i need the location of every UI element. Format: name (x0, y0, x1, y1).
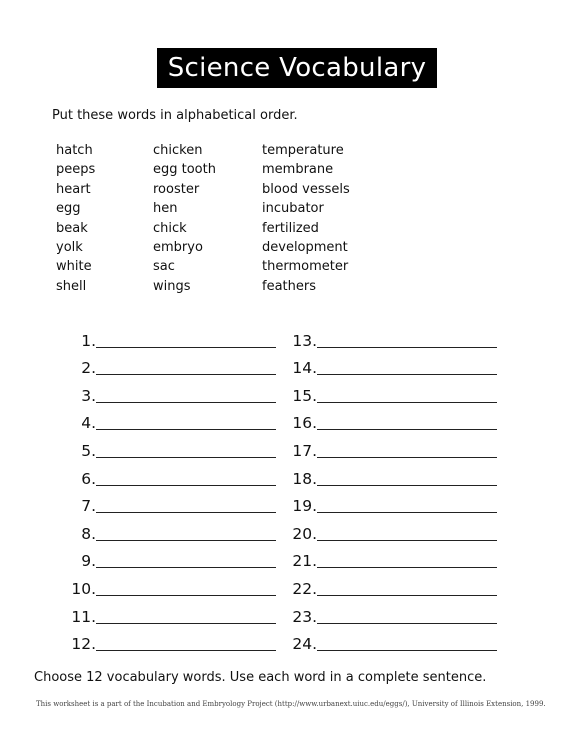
alphabetize-instruction: Put these words in alphabetical order. (52, 108, 298, 123)
answer-number: 19. (292, 497, 317, 516)
word-item: egg (56, 201, 81, 217)
answer-number: 8. (81, 524, 96, 543)
word-item: sac (153, 259, 175, 275)
answer-line (283, 377, 497, 405)
write-in-blank[interactable] (317, 594, 497, 596)
word-item: heart (56, 181, 91, 197)
write-in-blank[interactable] (96, 539, 276, 541)
word-item: embryo (153, 239, 203, 255)
answer-line (60, 377, 276, 405)
answer-line (60, 322, 276, 350)
write-in-blank[interactable] (317, 622, 497, 624)
answer-line (283, 626, 497, 654)
answer-line (60, 570, 276, 598)
word-item: egg tooth (153, 162, 216, 178)
word-item: hatch (56, 143, 93, 158)
write-in-blank[interactable] (96, 401, 276, 403)
answer-line (283, 405, 497, 433)
word-item: shell (56, 278, 87, 294)
write-in-blank[interactable] (317, 401, 497, 403)
word-item: thermometer (262, 259, 349, 275)
write-in-blank[interactable] (317, 373, 497, 375)
write-in-blank[interactable] (96, 566, 276, 568)
write-in-blank[interactable] (96, 649, 276, 651)
answer-blanks-left (60, 322, 276, 653)
answer-blanks-right (283, 322, 497, 653)
word-item: beak (56, 220, 88, 236)
word-list-column-1 (56, 141, 95, 296)
write-in-blank[interactable] (317, 511, 497, 513)
word-item: feathers (262, 278, 316, 294)
write-in-blank[interactable] (96, 484, 276, 486)
answer-line (60, 488, 276, 516)
answer-number: 2. (81, 359, 96, 378)
answer-line (60, 432, 276, 460)
answer-line (283, 570, 497, 598)
word-item: chick (153, 220, 187, 236)
answer-number: 18. (292, 469, 317, 488)
answer-line (283, 460, 497, 488)
word-item: peeps (56, 162, 96, 178)
answer-number: 15. (292, 386, 317, 405)
word-list-column-2 (153, 141, 216, 296)
write-in-blank[interactable] (96, 622, 276, 624)
word-item: yolk (56, 239, 83, 255)
write-in-blank[interactable] (96, 511, 276, 513)
answer-number: 22. (292, 579, 317, 598)
word-item: membrane (262, 162, 334, 178)
answer-number: 21. (292, 552, 317, 571)
write-in-blank[interactable] (96, 346, 276, 348)
write-in-blank[interactable] (96, 373, 276, 375)
answer-number: 4. (81, 414, 96, 433)
answer-number: 7. (81, 497, 96, 516)
answer-number: 14. (292, 359, 317, 378)
write-in-blank[interactable] (317, 566, 497, 568)
word-item: rooster (153, 181, 200, 197)
answer-number: 13. (292, 331, 317, 350)
answer-number: 12. (71, 635, 96, 654)
word-item: chicken (153, 143, 203, 158)
answer-number: 17. (292, 441, 317, 460)
word-item: temperature (262, 143, 344, 158)
answer-number: 16. (292, 414, 317, 433)
sentence-instruction: Choose 12 vocabulary words. Use each word in a complete sentence. (34, 670, 487, 685)
answer-number: 9. (81, 552, 96, 571)
answer-number: 3. (81, 386, 96, 405)
answer-line (283, 598, 497, 626)
answer-number: 24. (292, 635, 317, 654)
word-item: fertilized (262, 220, 319, 236)
answer-number: 6. (81, 469, 96, 488)
write-in-blank[interactable] (96, 594, 276, 596)
word-item: hen (153, 201, 178, 217)
answer-line (283, 543, 497, 571)
answer-number: 10. (71, 579, 96, 598)
answer-line (60, 405, 276, 433)
answer-line (283, 322, 497, 350)
answer-line (60, 350, 276, 378)
answer-number: 1. (81, 331, 96, 350)
write-in-blank[interactable] (317, 484, 497, 486)
word-item: white (56, 259, 92, 275)
word-item: blood vessels (262, 181, 350, 197)
answer-number: 11. (71, 607, 96, 626)
answer-line (60, 598, 276, 626)
answer-line (60, 460, 276, 488)
answer-line (283, 350, 497, 378)
answer-line (60, 543, 276, 571)
answer-number: 23. (292, 607, 317, 626)
word-item: incubator (262, 201, 324, 217)
answer-line (60, 626, 276, 654)
word-item: development (262, 239, 348, 255)
write-in-blank[interactable] (317, 456, 497, 458)
answer-line (283, 432, 497, 460)
write-in-blank[interactable] (96, 456, 276, 458)
word-item: wings (153, 278, 191, 294)
answer-line (283, 515, 497, 543)
word-list-column-3 (262, 141, 350, 296)
write-in-blank[interactable] (317, 649, 497, 651)
footer-credit: This worksheet is a part of the Incubation and Embryology Project (http://www.urbanext.uiuc.edu/eggs/), University of Illinois Extension, 1999. (36, 700, 546, 708)
answer-line (60, 515, 276, 543)
write-in-blank[interactable] (317, 539, 497, 541)
answer-line (283, 488, 497, 516)
page-title: Science Vocabulary (157, 48, 437, 88)
write-in-blank[interactable] (317, 428, 497, 430)
write-in-blank[interactable] (96, 428, 276, 430)
answer-number: 5. (81, 441, 96, 460)
answer-number: 20. (292, 524, 317, 543)
write-in-blank[interactable] (317, 346, 497, 348)
